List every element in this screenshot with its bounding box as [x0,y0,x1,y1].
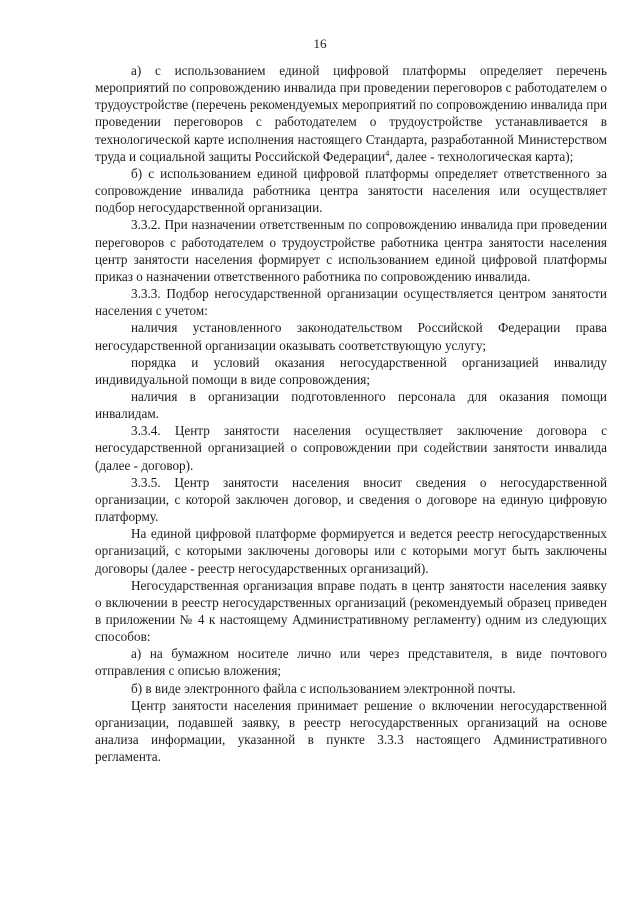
paragraph-application: Негосударственная организация вправе подать в центр занятости населения заявку о включении в реестр негосударственных организаций (рекомендуемый образец приведен в приложении № 4 к настоящему Административному регламенту) одним из следующих способов: [95,577,607,645]
paragraph-3-3-5: 3.3.5. Центр занятости населения вносит сведения о негосударственной организации, с которой заключен договор, и сведения о договоре на единую цифровую платформу. [95,474,607,525]
paragraph-decision: Центр занятости населения принимает решение о включении негосударственной организации, подавшей заявку, в реестр негосударственных организаций на основе анализа информации, указанной в пункте 3.3.3 настоящего Административного регламента. [95,697,607,765]
paragraph-criterion-law: наличия установленного законодательством Российской Федерации права негосударственной организации оказывать соответствующую услугу; [95,320,607,353]
paragraph-subitem-b: б) с использованием единой цифровой платформы определяет ответственного за сопровождение инвалида работника центра занятости населения или осуществляет подбор негосударственной организации. [95,165,607,216]
paragraph-text: а) с использованием единой цифровой платформы определяет перечень мероприятий по сопровождению инвалида при проведении переговоров с работодателем о трудоустройстве (перечень рекомендуемых мероприятий по сопровождению инвалида при проведении переговоров с работодателем о трудоустройстве устанавливается в технологической карте исполнения настоящего Стандарта, разработанной Министерством труда и социальной защиты Российской Федерации [95,63,607,164]
paragraph-criterion-staff: наличия в организации подготовленного персонала для оказания помощи инвалидам. [95,388,607,422]
paragraph-method-email: б) в виде электронного файла с использованием электронной почты. [131,680,516,696]
paragraph-3-3-2: 3.3.2. При назначении ответственным по сопровождению инвалида при проведении переговоров с работодателем о трудоустройстве работника центра занятости населения центр занятости населения формирует с использованием единой цифровой платформы приказ о назначении ответственного работника по сопровождению инвалида. [95,217,607,284]
paragraph-subitem-a [95,62,607,165]
paragraph-criterion-order: порядка и условий оказания негосударственной организацией инвалиду индивидуальной помощи в виде сопровождения; [95,354,607,387]
paragraph-method-paper: а) на бумажном носителе лично или через представителя, в виде почтового отправления с описью вложения; [95,646,607,679]
footnote-marker: 4 [385,148,390,158]
document-body [95,62,607,765]
page-number: 16 [313,36,327,51]
paragraph-text-continued: , далее - технологическая карта); [389,148,574,164]
paragraph-3-3-4: 3.3.4. Центр занятости населения осуществляет заключение договора с негосударственной организацией о сопровождении при содействии занятости инвалида (далее - договор). [95,423,607,473]
paragraph-3-3-3: 3.3.3. Подбор негосударственной организации осуществляется центром занятости населения с учетом: [95,286,607,319]
paragraph-registry: На единой цифровой платформе формируется и ведется реестр негосударственных организаций, с которыми заключены договоры или с которыми могут быть заключены договоры (далее - реестр негосударственных организаций). [95,526,607,576]
